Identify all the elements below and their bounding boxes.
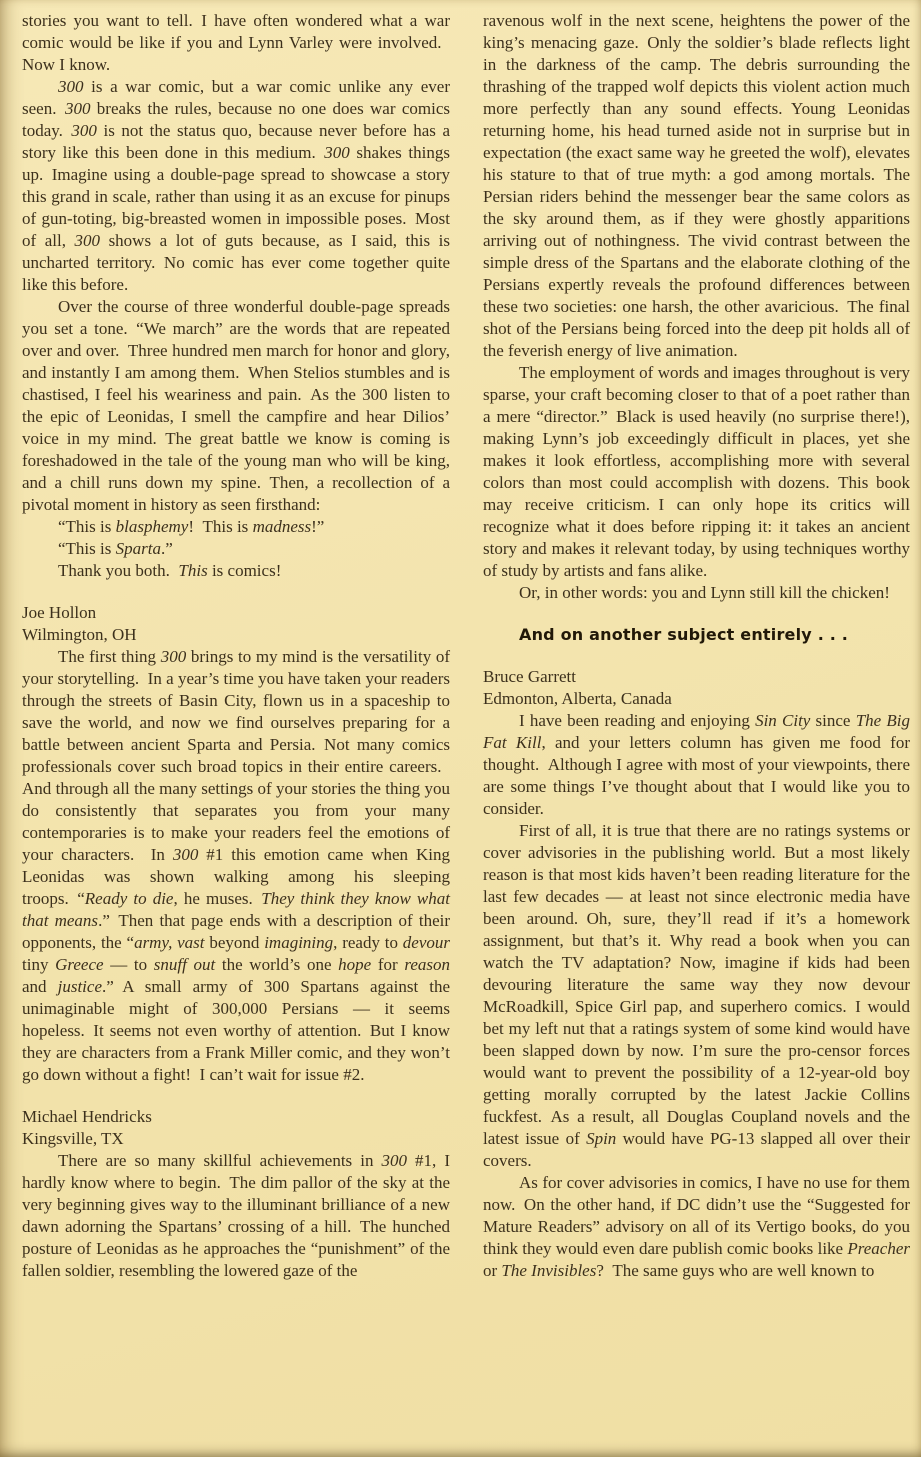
signature-line: Wilmington, OH	[22, 625, 137, 644]
paragraph: stories you want to tell. I have often wondered what a war comic would be like if you and Lynn Varley were involved. Now I know.	[22, 11, 450, 74]
left-text-column	[22, 10, 450, 1457]
section-gap	[483, 604, 910, 624]
signature-line: Edmonton, Alberta, Canada	[483, 689, 672, 708]
paragraph: As for cover advisories in comics, I have no use for them now. On the other hand, if DC didn’t use the “Suggested for Mature Readers” advisory on all of its Vertigo books, do you think they would even dare publish comic books like Preacher or The Invisibles? The same guys who are well known to	[483, 1173, 910, 1280]
quote-line: “This is blasphemy! This is madness!”	[58, 517, 325, 536]
paragraph: Over the course of three wonderful double-page spreads you set a tone. “We march” are the words that are repeated over and over. Three hundred men march for honor and glory, and instantly I am among them. When Stelios stumbles and is chastised, I feel his weariness and pain. As the 300 listen to the epic of Leonidas, I smell the campfire and hear Dilios’ voice in my mind. The great battle we know is coming is foreshadowed in the tale of the young man who will be king, and a chill runs down my spine. Then, a recollection of a pivotal moment in history as seen firsthand:	[22, 297, 450, 514]
paragraph: There are so many skillful achievements in 300 #1, I hardly know where to begin. The dim pallor of the sky at the very beginning gives way to the illuminant brilliance of a new dawn adorning the Spartans’ crossing of a hill. The hunched posture of Leonidas as he approaches the “punishment” of the fallen soldier, resembling the lowered gaze of the	[22, 1151, 450, 1280]
quote-line: “This is Sparta.”	[58, 539, 173, 558]
paragraph: I have been reading and enjoying Sin City since The Big Fat Kill, and your letters column has given me food for thought. Although I agree with most of your viewpoints, there are some things I’ve thought about that I would like you to consider.	[483, 711, 910, 818]
section-gap	[22, 1086, 450, 1106]
right-text-column	[483, 10, 910, 1457]
paragraph: Or, in other words: you and Lynn still kill the chicken!	[519, 583, 890, 602]
quote-line: Thank you both. This is comics!	[58, 561, 282, 580]
signature-line: Michael Hendricks	[22, 1107, 152, 1126]
paragraph: The first thing 300 brings to my mind is the versatility of your storytelling. In a year’s time you have taken your readers through the streets of Basin City, flown us in a spaceship to save the world, and now we find ourselves preparing for a battle between ancient Sparta and Persia. Not many comics professionals cover such broad topics in their entire careers. And through all the many settings of your stories the thing you do consistently that separates you from your many contemporaries is to make your readers feel the emotions of your characters. In 300 #1 this emotion came when King Leonidas was shown walking among his sleeping troops. “Ready to die, he muses. They think they know what that means.” Then that page ends with a description of their opponents, the “army, vast beyond imagining, ready to devour tiny Greece — to snuff out the world’s one hope for reason and justice.” A small army of 300 Spartans against the unimaginable might of 300,000 Persians — it seems hopeless. It seems not even worthy of attention. But I know they are characters from a Frank Miller comic, and they won’t go down without a fight! I can’t wait for issue #2.	[22, 647, 451, 1084]
section-gap	[483, 646, 910, 666]
section-heading: And on another subject entirely . . .	[519, 625, 849, 644]
paragraph: ravenous wolf in the next scene, heightens the power of the king’s menacing gaze. Only the soldier’s blade reflects light in the darkness of the camp. The debris surrounding the thrashing of the trapped wolf depicts this violent action much more perfectly than any sound effects. Young Leonidas returning home, his head turned aside not in surprise but in expectation (the exact same way he greeted the wolf), elevates his stature to that of true myth: a god among mortals. The Persian riders behind the messenger bear the same colors as the sky around them, as if they were ghostly apparitions arriving out of nothingness. The vivid contrast between the simple dress of the Spartans and the elaborate clothing of the Persians expertly reveals the profound differences between these two societies: one harsh, the other avaricious. The final shot of the Persians being forced into the deep pit holds all of the feverish energy of live animation.	[483, 11, 910, 360]
paragraph: The employment of words and images throughout is very sparse, your craft becoming closer to that of a poet rather than a mere “director.” Black is used heavily (no surprise there!), making Lynn’s job exceedingly difficult in places, yet she makes it look effortless, accomplishing more with several colors than most could accomplish with dozens. This book may receive criticism. I can only hope its critics will recognize what it does before ripping it: it takes an ancient story and makes it relevant today, by using techniques worthy of study by artists and fans alike.	[483, 363, 910, 580]
signature-line: Joe Hollon	[22, 603, 97, 622]
signature-line: Kingsville, TX	[22, 1129, 124, 1148]
signature-line: Bruce Garrett	[483, 667, 576, 686]
paragraph: First of all, it is true that there are no ratings systems or cover advisories in the publishing world. But a most likely reason is that most kids haven’t been reading literature for the last few decades — at least not since electronic media have been around. Oh, sure, they’ll read if it’s a homework assignment, but that’s it. Why read a book when you can watch the TV adaptation? Now, imagine if kids had been devouring literature the same way they now devour McRoadkill, Spice Girl pap, and superhero comics. I would bet my left nut that a ratings system of some kind would have been slapped down by now. I’m sure the pro-censor forces would want to prevent the possibility of a 12-year-old boy getting morally corrupted by the latest Jackie Collins fuckfest. As a result, all Douglas Coupland novels and the latest issue of Spin would have PG-13 slapped all over their covers.	[483, 821, 910, 1170]
section-gap	[22, 582, 450, 602]
paragraph: 300 is a war comic, but a war comic unlike any ever seen. 300 breaks the rules, because no one does war comics today. 300 is not the status quo, because never before has a story like this been done in this medium. 300 shakes things up. Imagine using a double-page spread to showcase a story this grand in scale, rather than using it as an excuse for pinups of gun-toting, big-breasted women in impossible poses. Most of all, 300 shows a lot of guts because, as I said, this is uncharted territory. No comic has ever come together quite like this before.	[22, 77, 451, 294]
